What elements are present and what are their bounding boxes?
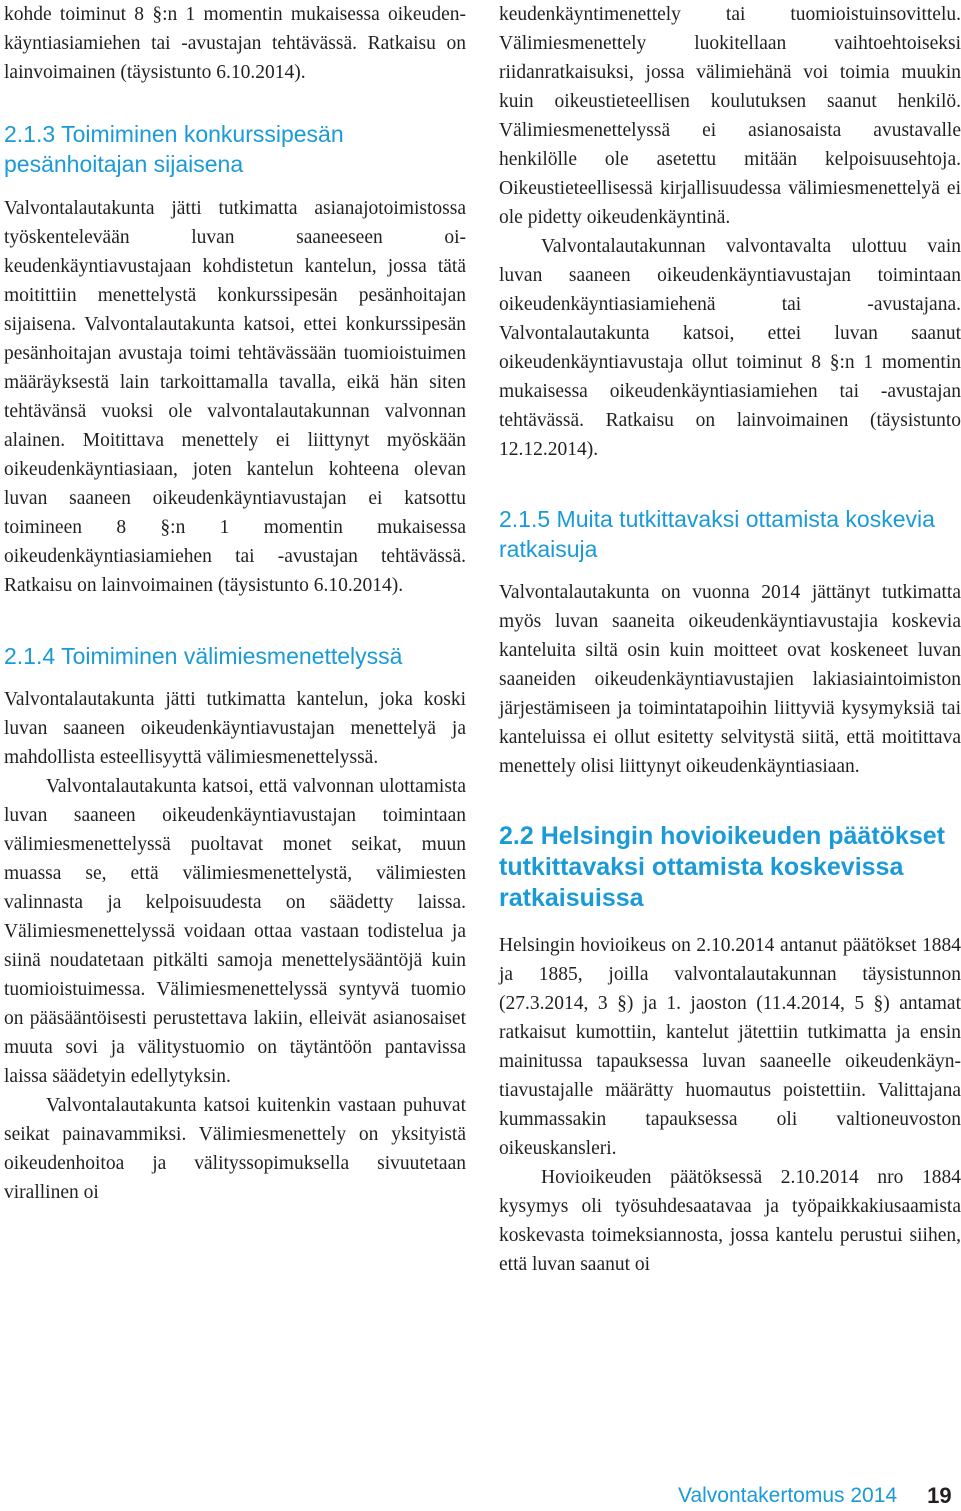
paragraph: Valvontalautakunta jätti tutkimatta kantelun, joka koski luvan saaneen oikeudenkäyntiavustajan menettelyä ja mahdollista esteellisyyttä välimiesmenettelyssä. <box>4 689 466 768</box>
footer-title: Valvontakertomus 2014 <box>678 1484 898 1507</box>
page-footer <box>678 1481 952 1511</box>
paragraph: Valvontalautakunta on vuonna 2014 jättänyt tutkimatta myös luvan saaneita oikeudenkäyntiavustajia koskevia kanteluita siltä osin kuin moitteet ovat koskeneet luvan saaneiden oikeudenkäyntiavustajien lakiasiaintoimiston järjestämiseen ja toimintatapoihin liittyviä kysymyksiä tai kanteluissa ei ollut esitetty selvitystä siitä, että moitittava menettely olisi liittynyt oikeudenkäyntiasiaan. <box>499 582 961 777</box>
section-heading-2-2: 2.2 Helsingin hovioikeuden päätökset tutkittavaksi ottamista koskevissa ratkaisuissa <box>499 822 945 912</box>
paragraph: Valvontalautakunta katsoi kuitenkin vastaan puhuvat seikat painavammiksi. Välimiesmenettely on yksityistä oikeudenhoitoa ja välityssopimuksella sivuutetaan virallinen oi <box>4 1095 466 1203</box>
paragraph: Helsingin hovioikeus on 2.10.2014 antanut päätökset 1884 ja 1885, joilla valvontalautakunnan täysistunnon (27.3.2014, 3 §) ja 1. jaoston (11.4.2014, 5 §) antamat ratkaisut kumottiin, kantelut jätettiin tutkimatta ja ensin mainitussa tapauksessa luvan saaneelle oikeudenkäyntiavustajalle määrätty huomautus poistettiin. Valittajana kummassakin tapauksessa oli valtioneuvoston oikeuskansleri. <box>499 935 961 1159</box>
paragraph: Valvontalautakunta jätti tutkimatta asianajotoimistossa työskentelevään luvan saaneeseen oikeudenkäyntiavustajaan kohdistetun kantelun, jossa tätä moitittiin menettelystä konkurssipesän pesänhoitajan sijaisena. Valvontalautakunta katsoi, ettei konkurssipesän pesänhoitajan avustaja toimi tehtävässään tuomioistuimen määräyksestä lain tarkoittamalla tavalla, eikä hän siten tehtävänsä vuoksi ole valvontalautakunnan valvonnan alainen. Moitittava menettely ei liittynyt myöskään oikeudenkäyntiasiaan, joten kantelun kohteena olevan luvan saaneen oikeudenkäyntiavustajan ei katsottu toimineen 8 §:n 1 momentin mukaisessa oikeudenkäyntiasiamiehen tai -avustajan tehtävässä. Ratkaisu on lainvoimainen (täysistunto 6.10.2014). <box>4 198 466 596</box>
left-column <box>4 0 466 1207</box>
page-number: 19 <box>927 1483 952 1508</box>
paragraph: kohde toiminut 8 §:n 1 momentin mukaisessa oikeudenkäyntiasiamiehen tai -avustajan tehtävässä. Ratkaisu on lainvoimainen (täysistunto 6.10.2014). <box>4 4 466 83</box>
paragraph: keudenkäyntimenettely tai tuomioistuinsovittelu. Välimiesmenettely luokitellaan vaihtoehtoiseksi riidanratkaisuksi, jossa välimiehänä voi toimia muukin kuin oikeustieteellisen koulutuksen saanut henkilö. Välimiesmenettelyssä ei asianosaista avustavalle henkilölle ole asetettu mitään kelpoisuusehtoja. Oikeustieteellisessä kirjallisuudessa välimiesmenettelyä ei ole pidetty oikeudenkäyntinä. <box>499 4 961 228</box>
section-heading-2-1-3: 2.1.3 Toimiminen konkurssipesän pesänhoitajan sijaisena <box>4 121 344 177</box>
section-heading-2-1-5: 2.1.5 Muita tutkittavaksi ottamista koskevia ratkaisuja <box>499 506 935 562</box>
paragraph: Hovioikeuden päätöksessä 2.10.2014 nro 1884 kysymys oli työsuhdesaatavaa ja työpaikkakiusaamista koskevasta toimeksiannosta, jossa kantelu perustui siihen, että luvan saanut oi <box>499 1167 961 1275</box>
section-heading-2-1-4: 2.1.4 Toimiminen välimiesmenettelyssä <box>4 643 403 669</box>
right-column <box>499 0 961 1279</box>
paragraph: Valvontalautakunnan valvontavalta ulottuu vain luvan saaneen oikeudenkäyntiavustajan toimintaan oikeudenkäyntiasiamiehenä tai -avustajana. Valvontalautakunta katsoi, ettei luvan saanut oikeudenkäyntiavustaja ollut toiminut 8 §:n 1 momentin mukaisessa oikeudenkäyntiasiamiehen tai -avustajan tehtävässä. Ratkaisu on lainvoimainen (täysistunto 12.12.2014). <box>499 236 961 460</box>
paragraph: Valvontalautakunta katsoi, että valvonnan ulottamista luvan saaneen oikeudenkäyntiavustajan toimintaan välimiesmenettelyssä puoltavat monet seikat, muun muassa se, että välimiesmenettelystä, välimiesten valinnasta ja kelpoisuudesta on säädetty laissa. Välimiesmenettelyssä voidaan ottaa vastaan todistelua ja siinä noudatetaan pitkälti samoja menettelysääntöjä kuin tuomioistuimessa. Välimiesmenettelyssä syntyvä tuomio on pääsääntöisesti perustettava lakiin, elleivät asianosaiset muuta sovi ja välitystuomio on täytäntöön pantavissa laissa säädetyin edellytyksin. <box>4 776 466 1087</box>
